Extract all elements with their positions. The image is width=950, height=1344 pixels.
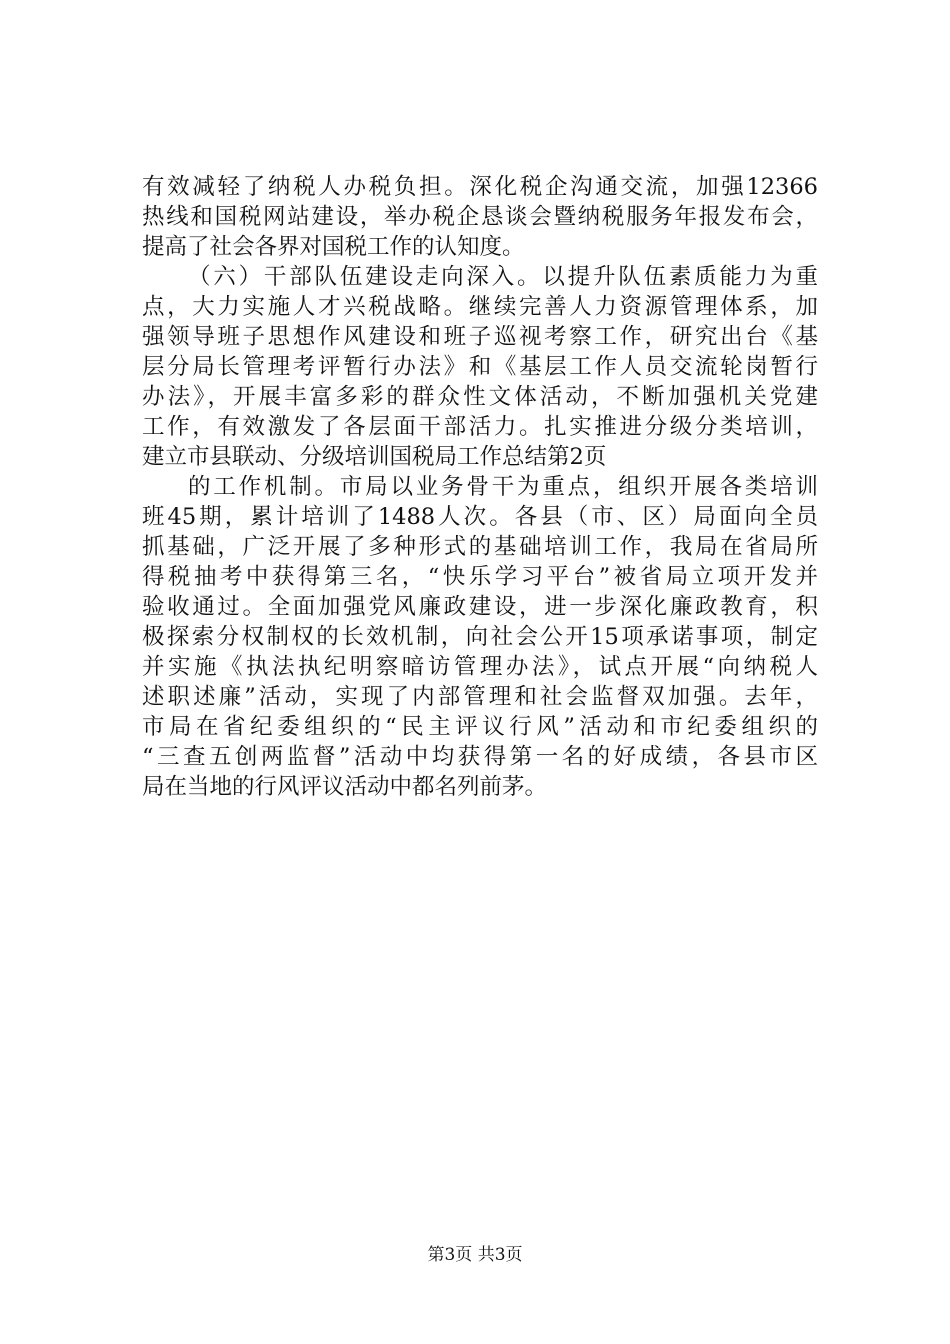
text-line: 层分局长管理考评暂行办法》和《基层工作人员交流轮岗暂行: [142, 354, 818, 380]
text-line: 工作，有效激发了各层面干部活力。扎实推进分级分类培训，: [142, 414, 818, 440]
text-line: 有效减轻了纳税人办税负担。深化税企沟通交流，加强12366: [142, 174, 818, 200]
text-line: 点，大力实施人才兴税战略。继续完善人力资源管理体系，加: [142, 294, 818, 320]
page-number-label: 第3页 共3页: [427, 1245, 523, 1265]
text-line: 验收通过。全面加强党风廉政建设，进一步深化廉政教育，积: [142, 594, 818, 620]
text-line: 市局在省纪委组织的“民主评议行风”活动和市纪委组织的: [142, 714, 818, 740]
text-line: “三查五创两监督”活动中均获得第一名的好成绩，各县市区: [142, 744, 818, 770]
text-line: 提高了社会各界对国税工作的认知度。: [142, 234, 525, 260]
text-line: 极探索分权制权的长效机制，向社会公开15项承诺事项，制定: [142, 624, 818, 650]
text-line: 得税抽考中获得第三名，“快乐学习平台”被省局立项开发并: [142, 564, 818, 590]
text-line: 并实施《执法执纪明察暗访管理办法》，试点开展“向纳税人: [142, 654, 818, 680]
text-line: 述职述廉”活动，实现了内部管理和社会监督双加强。去年，: [142, 684, 818, 710]
text-line: （六）干部队伍建设走向深入。以提升队伍素质能力为重: [188, 264, 818, 290]
text-line: 建立市县联动、分级培训国税局工作总结第2页: [142, 444, 607, 470]
body-text: [142, 172, 818, 802]
text-line: 局在当地的行风评议活动中都名列前茅。: [142, 774, 548, 800]
text-line: 班45期，累计培训了1488人次。各县（市、区）局面向全员: [142, 504, 818, 530]
text-line: 强领导班子思想作风建设和班子巡视考察工作，研究出台《基: [142, 324, 818, 350]
text-line: 抓基础，广泛开展了多种形式的基础培训工作，我局在省局所: [142, 534, 818, 560]
text-line: 的工作机制。市局以业务骨干为重点，组织开展各类培训: [188, 474, 818, 500]
page-footer: [0, 1243, 950, 1267]
text-line: 热线和国税网站建设，举办税企恳谈会暨纳税服务年报发布会，: [142, 204, 818, 230]
text-line: 办法》，开展丰富多彩的群众性文体活动，不断加强机关党建: [142, 384, 818, 410]
